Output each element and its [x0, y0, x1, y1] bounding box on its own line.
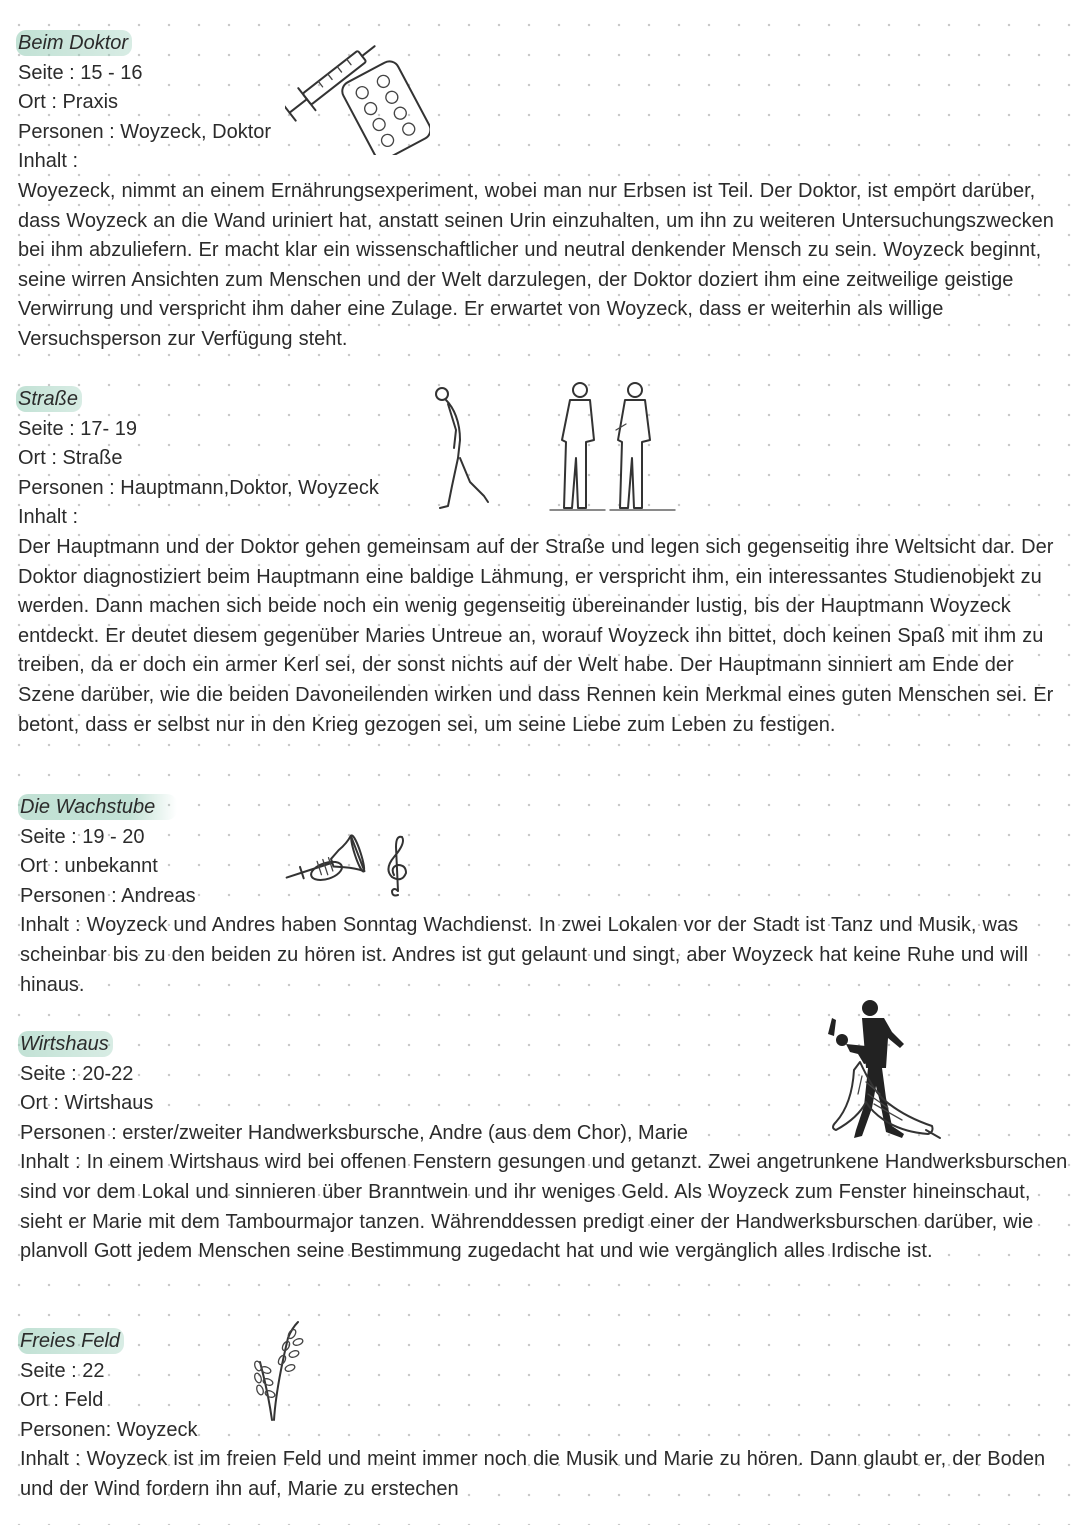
- scene-seite: Seite : 15 - 16: [18, 61, 143, 84]
- scene-seite: Seite : 22: [20, 1359, 105, 1382]
- scene-inhalt-text: Woyezeck, nimmt an einem Ernährungsexperiment, wobei man nur Erbsen ist Teil. Der Doktor, ist empört darüber, dass Woyzeck an die Wand uriniert hat, anstatt seinen Urin einzuhalten, um ihn zu weiteren Untersuchungszwecken bei ihm abzuliefern. Er macht klar ein wissenschaftlicher und neutral denkender Mensch zu sein. Woyzeck beginnt, seine wirren Ansichten zum Menschen und der Welt darzulegen, der Doktor doziert ihm eine zeitweilige geistige Verwirrung und verspricht ihm daher eine Zulage. Er erwartet von Woyzeck, dass er weiterhin als willige Versuchsperson zur Verfügung steht.: [18, 179, 1054, 350]
- scene-title: Die Wachstube: [18, 794, 177, 820]
- scene-personen: Personen : Andreas: [20, 884, 196, 907]
- dancing-couple-icon: [822, 998, 947, 1146]
- scene-ort: Ort : unbekannt: [20, 855, 158, 878]
- scene-ort: Ort : Wirtshaus: [20, 1092, 154, 1115]
- scene-inhalt-text: Der Hauptmann und der Doktor gehen gemeinsam auf der Straße und legen sich gegenseitig ihre Weltsicht dar. Der Doktor diagnostiziert beim Hauptmann eine baldige Lähmung, er verspricht ihm, ein interessantes Studienobjekt zu werden. Dann machen sich beide noch ein wenig gegenseitig übereinander lustig, bis der Hauptmann Woyzeck entdeckt. Er deutet diesem gegenüber Maries Untreue an, worauf Woyzeck ihn bittet, doch keinen Spaß mit ihm zu treiben, da er doch ein armer Kerl sei, der sonst nichts auf der Welt habe. Der Hauptmann sinniert am Ende der Szene darüber, wie die beiden Davoneilenden wirken und dass Rennen kein Merkmal eines guten Menschen sei. Er betont, dass er selbst nur in den Krieg gezogen sei, um seine Liebe zum Leben zu festigen.: [18, 535, 1054, 736]
- scene-inhalt-text: Inhalt : Woyzeck und Andres haben Sonntag Wachdienst. In zwei Lokalen vor der Stadt ist Tanz und Musik, was scheinbar bis zu den beiden zu hören ist. Andres ist gut gelaunt und singt, aber Woyzeck hat keine Ruhe und will hinaus.: [20, 914, 1029, 996]
- scene-wachstube: [20, 793, 1070, 1000]
- walking-men-icon: [430, 378, 680, 518]
- scene-inhalt-label: Inhalt :: [18, 150, 79, 173]
- scene-personen: Personen : Woyzeck, Doktor: [18, 120, 272, 143]
- scene-inhalt-text: Inhalt : Woyzeck ist im freien Feld und meint immer noch die Musik und Marie zu hören. Dann glaubt er, der Boden und der Wind fordern ihn auf, Marie zu erstechen: [20, 1448, 1046, 1500]
- scene-title: Wirtshaus: [18, 1031, 113, 1057]
- scene-beim-doktor: [18, 29, 1068, 355]
- scene-title: Freies Feld: [18, 1328, 124, 1354]
- scene-ort: Ort : Feld: [20, 1389, 104, 1412]
- scene-personen: Personen : Hauptmann,Doktor, Woyzeck: [18, 476, 379, 499]
- scene-seite: Seite : 19 - 20: [20, 825, 145, 848]
- syringe-and-pills-icon: [285, 30, 430, 155]
- scene-ort: Ort : Straße: [18, 447, 123, 470]
- scene-inhalt-label: Inhalt :: [18, 506, 79, 529]
- wheat-icon: [248, 1318, 310, 1423]
- scene-title: Straße: [16, 386, 82, 412]
- scene-personen: Personen : erster/zweiter Handwerksbursche, Andre (aus dem Chor), Marie: [20, 1121, 689, 1144]
- scene-ort: Ort : Praxis: [18, 91, 119, 114]
- scene-seite: Seite : 17- 19: [18, 417, 137, 440]
- trumpet-and-treble-clef-icon: [280, 825, 415, 900]
- scene-freies-feld: [20, 1327, 1070, 1505]
- scene-seite: Seite : 20-22: [20, 1062, 134, 1085]
- scene-title: Beim Doktor: [16, 30, 132, 56]
- scene-personen: Personen: Woyzeck: [20, 1418, 198, 1441]
- scene-inhalt-text: Inhalt : In einem Wirtshaus wird bei offenen Fenstern gesungen und getanzt. Zwei angetrunkene Handwerksburschen sind vor dem Lokal und sinnieren über Branntwein und ihr weniges Geld. Als Woyzeck zum Fenster hineinschaut, sieht er Marie mit dem Tambourmajor tanzen. Währenddessen predigt einer der Handwerksburschen darüber, wie planvoll Gott jedem Menschen seine Bestimmung zugedacht hat und wie vergänglich alles Irdische ist.: [20, 1151, 1068, 1263]
